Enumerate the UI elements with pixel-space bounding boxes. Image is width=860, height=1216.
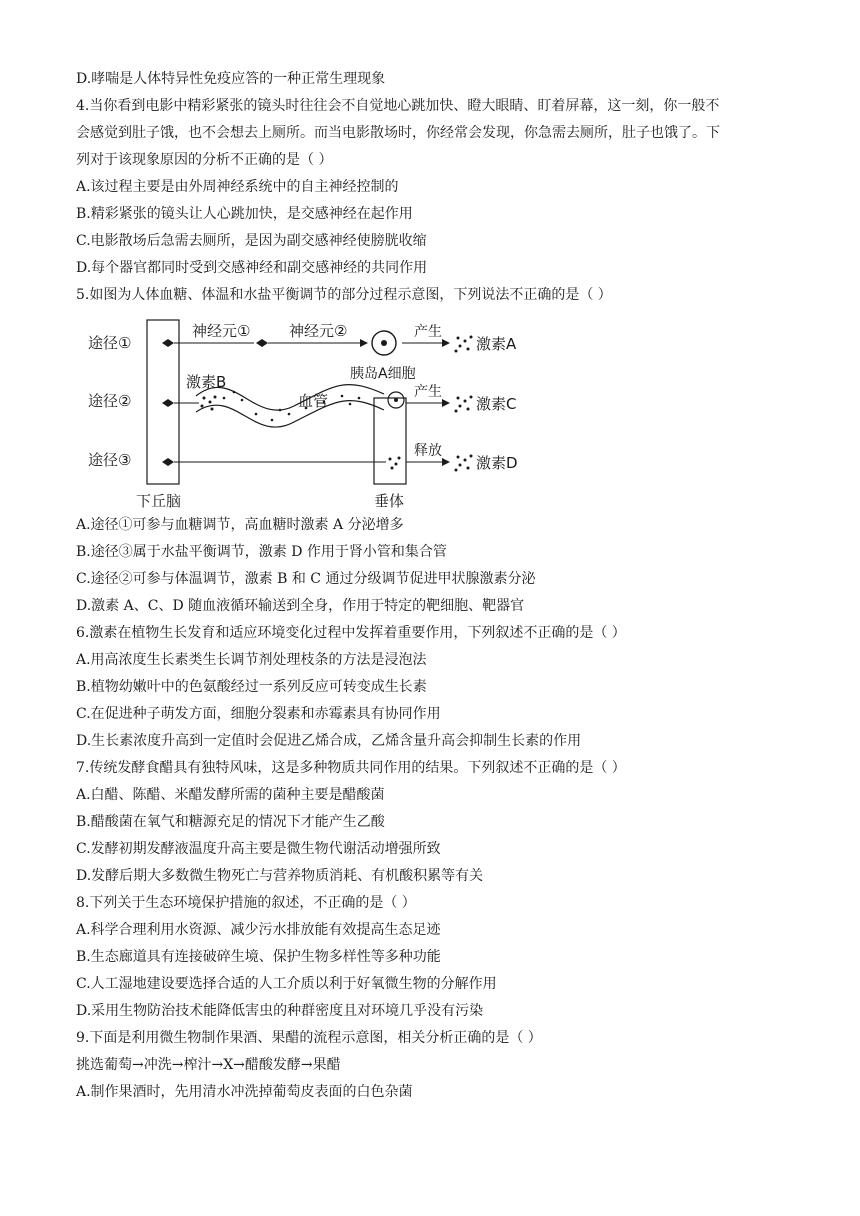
islet-cell-label: 胰岛A细胞 (350, 366, 416, 382)
option-b: B.途径③属于水盐平衡调节，激素 D 作用于肾小管和集合管 (76, 544, 447, 560)
neuron-soma (162, 399, 174, 407)
option-d: D.发酵后期大多数微生物死亡与营养物质消耗、有机酸积累等有关 (76, 868, 484, 884)
release-label: 释放 (414, 443, 442, 459)
neuron-soma (162, 339, 174, 347)
hypothalamus-box (147, 320, 179, 484)
pituitary-granules (389, 457, 401, 470)
neuron-2-label: 神经元② (289, 322, 348, 340)
option-b: B.醋酸菌在氧气和糖源充足的情况下才能产生乙酸 (76, 814, 385, 830)
option-d: D.每个器官都同时受到交感神经和副交感神经的共同作用 (76, 260, 428, 276)
question-8-stem: 8.下列关于生态环境保护措施的叙述，不正确的是（ ） (76, 895, 416, 911)
question-6-stem: 6.激素在植物生长发育和适应环境变化过程中发挥着重要作用，下列叙述不正确的是（ ） (76, 625, 626, 641)
hormone-c-dots (455, 396, 473, 413)
option-b: B.植物幼嫩叶中的色氨酸经过一系列反应可转变成生长素 (76, 679, 427, 695)
neuron-soma (256, 339, 268, 347)
option-c: C.电影散场后急需去厕所，是因为副交感神经使膀胱收缩 (76, 233, 427, 249)
option-a: A.途径①可参与血糖调节，高血糖时激素 A 分泌增多 (76, 517, 404, 533)
pituitary-box (374, 398, 406, 484)
option-a: A.用高浓度生长素类生长调节剂处理枝条的方法是浸泡法 (76, 652, 427, 668)
hormone-d-label: 激素D (476, 454, 518, 472)
process-flow: 挑选葡萄→冲洗→榨汁→X→醋酸发酵→果醋 (76, 1057, 341, 1073)
hormone-b-label: 激素B (186, 373, 227, 391)
blood-dots (223, 391, 361, 422)
path-1-label: 途径① (88, 334, 132, 352)
question-9-stem: 9.下面是利用微生物制作果酒、果醋的流程示意图，相关分析正确的是（ ） (76, 1030, 542, 1046)
option-d: D.激素 A、C、D 随血液循环输送到全身，作用于特定的靶细胞、靶器官 (76, 598, 525, 614)
option-a: A.该过程主要是由外周神经系统中的自主神经控制的 (76, 179, 399, 195)
hormone-d-dots (455, 455, 473, 472)
option-b: B.精彩紧张的镜头让人心跳加快，是交感神经在起作用 (76, 206, 413, 222)
option-c: C.在促进种子萌发方面，细胞分裂素和赤霉素具有协同作用 (76, 706, 441, 722)
option-a: A.制作果酒时，先用清水冲洗掉葡萄皮表面的白色杂菌 (76, 1084, 413, 1100)
path-2-label: 途径② (88, 392, 132, 410)
produce-label-1: 产生 (414, 324, 442, 340)
option-c: C.发酵初期发酵液温度升高主要是微生物代谢活动增强所致 (76, 841, 441, 857)
hormone-a-dots (455, 336, 473, 353)
option-b: B.生态廊道具有连接破碎生境、保护生物多样性等多种功能 (76, 949, 441, 965)
option-a: A.科学合理利用水资源、减少污水排放能有效提高生态足迹 (76, 922, 441, 938)
vessel-label: 血管 (298, 392, 329, 410)
option-c: C.途径②可参与体温调节，激素 B 和 C 通过分级调节促进甲状腺激素分泌 (76, 571, 536, 587)
hormone-c-label: 激素C (476, 395, 517, 413)
text-line: D.哮喘是人体特异性免疫应答的一种正常生理现象 (76, 71, 386, 87)
hormone-a-label: 激素A (476, 335, 517, 353)
hypothalamus-label: 下丘脑 (136, 492, 182, 510)
path-3-label: 途径③ (88, 451, 132, 469)
question-5-stem: 5.如图为人体血糖、体温和水盐平衡调节的部分过程示意图，下列说法不正确的是（ ） (76, 287, 612, 303)
neuron-soma (162, 458, 174, 466)
question-4-stem-line-2: 会感觉到肚子饿，也不会想去上厕所。而当电影散场时，你经常会发现，你急需去厕所，肚子也饿了。下 (76, 125, 720, 141)
neuron-1-label: 神经元① (192, 322, 251, 340)
option-d: D.采用生物防治技术能降低害虫的种群密度且对环境几乎没有污染 (76, 1003, 484, 1019)
question-4-stem-line-3: 列对于该现象原因的分析不正确的是（ ） (76, 152, 333, 168)
produce-label-2: 产生 (414, 384, 442, 400)
question-7-stem: 7.传统发酵食醋具有独特风味，这是多种物质共同作用的结果。下列叙述不正确的是（ ） (76, 760, 626, 776)
regulation-diagram (84, 316, 564, 512)
pituitary-label: 垂体 (374, 492, 405, 510)
option-d: D.生长素浓度升高到一定值时会促进乙烯合成，乙烯含量升高会抑制生长素的作用 (76, 733, 582, 749)
option-c: C.人工湿地建设要选择合适的人工介质以利于好氧微生物的分解作用 (76, 976, 497, 992)
question-4-stem-line-1: 4.当你看到电影中精彩紧张的镜头时往往会不自觉地心跳加快、瞪大眼睛、盯着屏幕，这一刻，你一般不 (76, 98, 720, 114)
option-a: A.白醋、陈醋、米醋发酵所需的菌种主要是醋酸菌 (76, 787, 385, 803)
